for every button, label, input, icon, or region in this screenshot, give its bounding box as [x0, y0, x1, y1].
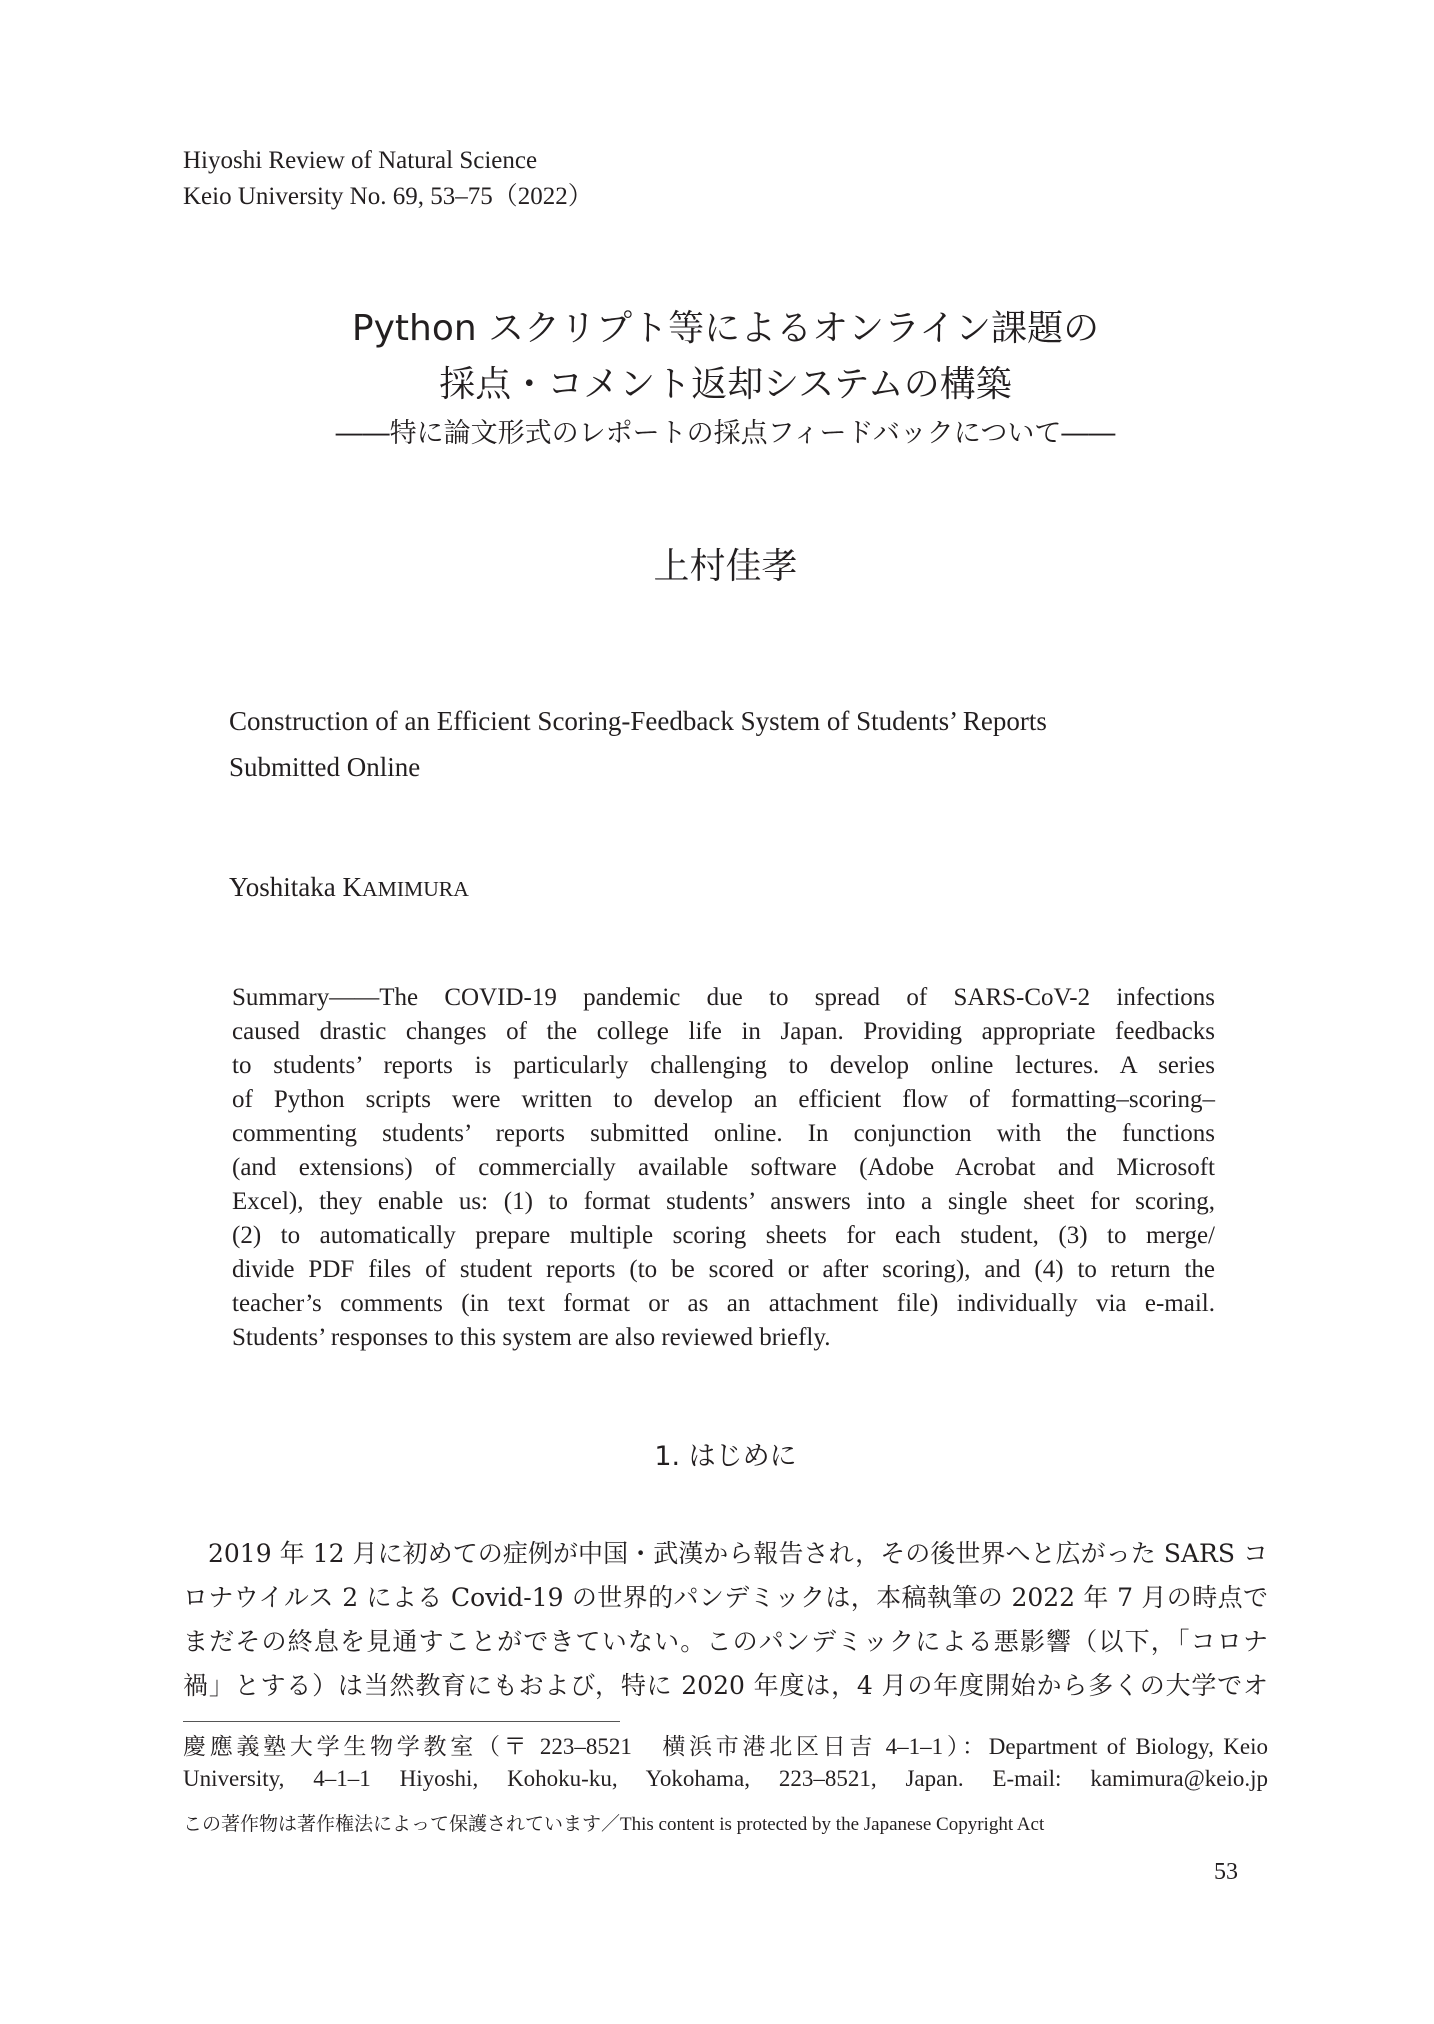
- summary-line: of Python scripts were written to develop an efficient flow of formatting–scoring–: [232, 1086, 1215, 1113]
- body-paragraph: [183, 1532, 1268, 1708]
- author-family-name: KAMIMURA: [342, 872, 469, 902]
- summary-line: (and extensions) of commercially available software (Adobe Acrobat and Microsoft: [232, 1154, 1215, 1181]
- summary-line: divide PDF files of student reports (to be scored or after scoring), and (4) to return the: [232, 1256, 1215, 1283]
- title-line: Submitted Online: [229, 752, 421, 782]
- title-line: Python スクリプト等によるオンライン課題の: [351, 308, 1100, 349]
- summary-line: Summary――The COVID-19 pandemic due to spread of SARS-CoV-2 infections: [232, 984, 1215, 1011]
- journal-header: [183, 143, 593, 215]
- title-line: Construction of an Efficient Scoring-Feedback System of Students’ Reports: [229, 706, 1047, 736]
- summary-line: Excel), they enable us: (1) to format students’ answers into a single sheet for scoring,: [232, 1188, 1215, 1215]
- journal-issue: Keio University No. 69, 53–75（2022）: [183, 183, 593, 210]
- body-line: 2019 年 12 月に初めての症例が中国・武漢から報告され，その後世界へと広がった SARS コ: [208, 1539, 1268, 1568]
- subtitle-japanese: ――特に論文形式のレポートの採点フィードバックについて――: [335, 418, 1116, 449]
- summary-line: teacher’s comments (in text format or as an attachment file) individually via e-mail.: [232, 1290, 1215, 1317]
- footnote-line: University, 4–1–1 Hiyoshi, Kohoku-ku, Yokohama, 223–8521, Japan. E-mail: kamimura@keio.jp: [183, 1766, 1268, 1791]
- section-heading: 1. はじめに: [654, 1441, 797, 1472]
- author-given-name: Yoshitaka: [229, 872, 336, 902]
- journal-name: Hiyoshi Review of Natural Science: [183, 147, 538, 174]
- title-japanese: [183, 301, 1268, 413]
- summary-line: caused drastic changes of the college life in Japan. Providing appropriate feedbacks: [232, 1018, 1215, 1045]
- summary-abstract: [232, 981, 1215, 1355]
- title-english: [229, 698, 1047, 790]
- title-line: 採点・コメント返却システムの構築: [439, 364, 1012, 405]
- summary-line: to students’ reports is particularly challenging to develop online lectures. A series: [232, 1052, 1215, 1079]
- summary-line: commenting students’ reports submitted online. In conjunction with the functions: [232, 1120, 1215, 1147]
- body-line: ロナウイルス 2 による Covid-19 の世界的パンデミックは，本稿執筆の 2022 年 7 月の時点で: [183, 1583, 1268, 1612]
- body-line: まだその終息を見通すことができていない。このパンデミックによる悪影響（以下，「コロナ: [183, 1627, 1268, 1656]
- copyright-notice: この著作物は著作権法によって保護されています／This content is protected by the Japanese Copyright Act: [183, 1814, 1045, 1835]
- summary-line: (2) to automatically prepare multiple scoring sheets for each student, (3) to merge/: [232, 1222, 1215, 1249]
- author-japanese: 上村佳孝: [653, 546, 798, 587]
- author-english: [229, 867, 469, 909]
- summary-line: Students’ responses to this system are also reviewed briefly.: [232, 1324, 831, 1351]
- footnote-divider: [183, 1721, 620, 1722]
- page-number: 53: [1214, 1859, 1238, 1885]
- body-line: 禍」とする）は当然教育にもおよび，特に 2020 年度は，4 月の年度開始から多くの大学でオ: [183, 1671, 1268, 1700]
- footnote-line: 慶應義塾大学生物学教室（〒 223–8521 横浜市港北区日吉 4–1–1）：Department of Biology, Keio: [183, 1734, 1268, 1759]
- affiliation-footnote: [183, 1731, 1268, 1795]
